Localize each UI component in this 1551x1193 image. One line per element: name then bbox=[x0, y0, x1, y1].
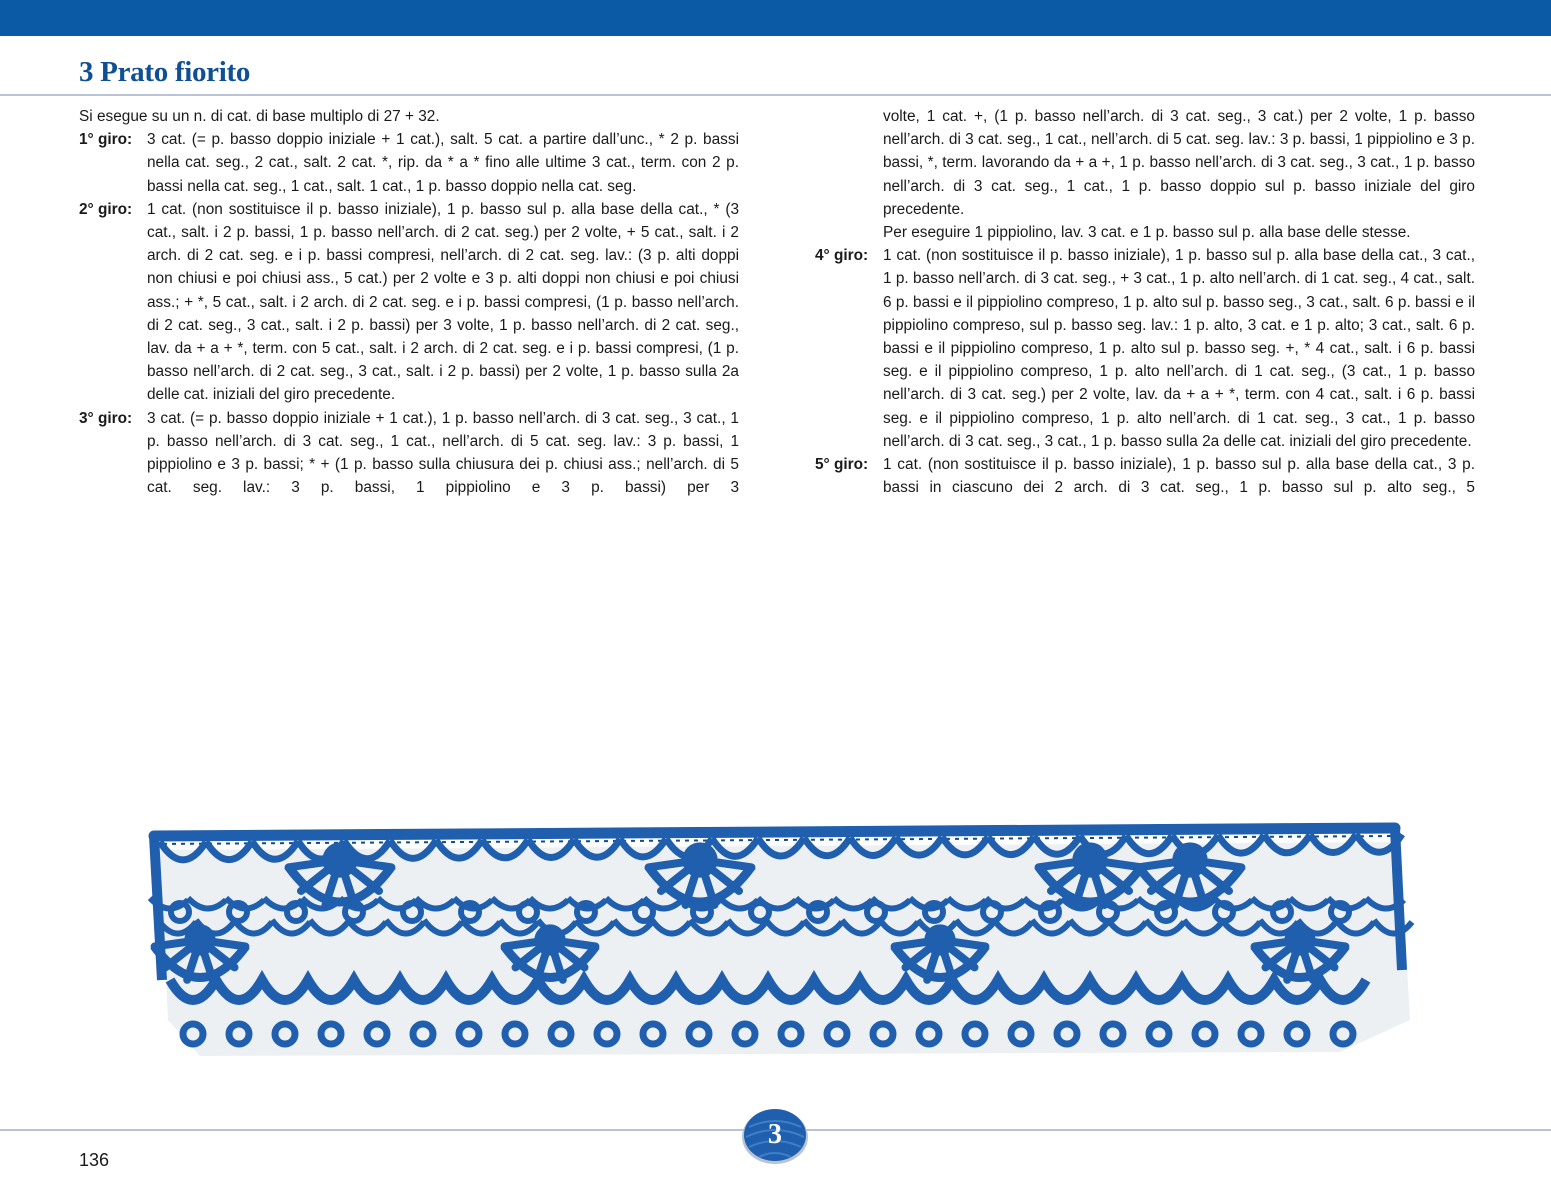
picot-note: Per eseguire 1 pippiolino, lav. 3 cat. e 1 p. basso sul p. alla base delle stesse. bbox=[883, 224, 1411, 242]
round-3-label: 3° giro: bbox=[79, 409, 133, 427]
pattern-number-badge bbox=[741, 1105, 809, 1165]
intro-text: Si esegue su un n. di cat. di base multiplo di 27 + 32. bbox=[79, 108, 440, 125]
round-2 bbox=[79, 198, 739, 407]
badge-number: 3 bbox=[768, 1119, 782, 1150]
round-4-text: 1 cat. (non sostituisce il p. basso iniziale), 1 p. basso sul p. alla base della cat., 3 cat., 1 p. basso nell’arch. di 3 cat. seg., + 3 cat., 1 p. alto nell’arch. di 1 cat. seg., 4 cat., salt. 6 p. bassi e il pippiolino compreso, 1 p. alto sul p. basso seg., 3 cat., salt. 6 p. bassi e il pippiolino compreso, sul p. basso seg. lav.: 1 p. alto, 3 cat. e 1 p. alto; 3 cat., salt. 6 p. bassi e il pippiolino compreso, 1 p. alto sul p. basso seg. +, * 4 cat., salt. i 6 p. bassi seg. e il pippiolino compreso, 1 p. alto nell’arch. di 1 cat. seg., (3 cat., 1 p. basso nell’arch. di 3 cat. seg.) per 2 volte, lav. da + a + *, term. con 4 cat., salt. i 6 p. bassi seg. e il pippiolino compreso, 1 p. alto nell’arch. di 1 cat. seg., 3 cat., 1 p. basso nell’arch. di 3 cat. seg., 3 cat., 1 p. basso sulla 2a delle cat. iniziali del giro precedente. bbox=[883, 247, 1475, 450]
round-5-text: 1 cat. (non sostituisce il p. basso iniziale), 1 p. basso sul p. alla base della cat., 3 p. bassi in ciascuno dei 2 arch. di 3 cat. seg., 1 p. basso sul p. alto seg., 5 bbox=[883, 456, 1475, 497]
lace-photo bbox=[140, 820, 1420, 1080]
round-1 bbox=[79, 128, 739, 198]
round-3-continued: volte, 1 cat. +, (1 p. basso nell’arch. di 3 cat. seg., 3 cat.) per 2 volte, 1 p. basso nell’arch. di 3 cat. seg., 1 cat., nell’arch. di 5 cat. seg. lav.: 3 p. bassi, 1 pippiolino e 3 p. bassi, *, term. lavorando da + a +, 1 p. basso nell’arch. di 3 cat. seg., 3 cat., 1 p. basso nell’arch. di 3 cat. seg., 1 cat., 1 p. basso doppio sul p. basso iniziale del giro precedente. bbox=[883, 108, 1475, 218]
round-3-text: 3 cat. (= p. basso doppio iniziale + 1 cat.), 1 p. basso nell’arch. di 3 cat. seg., 3 cat., 1 p. basso nell’arch. di 3 cat. seg., 1 cat., nell’arch. di 5 cat. seg. lav.: 3 p. bassi, 1 pippiolino e 3 p. bassi; * + (1 p. basso sulla chiusura dei p. chiusi ass.; nell’arch. di 5 cat. seg. lav.: 3 p. bassi, 1 pippiolino e 3 p. bassi) per 3 bbox=[147, 409, 739, 497]
round-1-text: 3 cat. (= p. basso doppio iniziale + 1 cat.), salt. 5 cat. a partire dall’unc., * 2 p. bassi nella cat. seg., 2 cat., salt. 2 cat. *, rip. da * a * fino alle ultime 3 cat., term. con 2 p. bassi nella cat. seg., 1 cat., salt. 1 cat., 1 p. basso doppio nella cat. seg. bbox=[147, 131, 739, 195]
title-divider bbox=[0, 94, 1551, 96]
round-1-label: 1° giro: bbox=[79, 131, 133, 149]
round-2-label: 2° giro: bbox=[79, 200, 133, 218]
round-5-label: 5° giro: bbox=[815, 456, 869, 474]
round-5 bbox=[815, 453, 1475, 499]
round-4 bbox=[815, 244, 1475, 453]
header-bar bbox=[0, 0, 1551, 36]
left-column bbox=[79, 105, 739, 499]
round-4-label: 4° giro: bbox=[815, 247, 869, 265]
round-3 bbox=[79, 407, 739, 500]
round-2-text: 1 cat. (non sostituisce il p. basso iniziale), 1 p. basso sul p. alla base della cat., * (3 cat., salt. i 2 p. bassi, 1 p. basso nell’arch. di 2 cat. seg.) per 2 volte, + 5 cat., salt. i 2 arch. di 2 cat. seg. e i p. bassi compresi, nell’arch. di 2 cat. seg. lav.: (3 p. alti doppi non chiusi e poi chiusi ass., 5 cat.) per 2 volte e 3 p. alti doppi non chiusi e poi chiusi ass.; + *, 5 cat., salt. i 2 arch. di 2 cat. seg. e i p. bassi compresi, (1 p. basso nell’arch. di 2 cat. seg., 3 cat., salt. i 2 p. bassi) per 3 volte, 1 p. basso nell’arch. di 2 cat. seg., lav. da + a + *, term. con 5 cat., salt. i 2 arch. di 2 cat. seg. e i p. bassi compresi, (1 p. basso nell’arch. di 2 cat. seg., 3 cat., salt. i 2 p. bassi) per 2 volte, 1 p. basso sulla 2a delle cat. iniziali del giro precedente. bbox=[147, 200, 739, 404]
page-number: 136 bbox=[79, 1150, 110, 1170]
right-column bbox=[815, 105, 1475, 499]
page-title: 3 Prato fiorito bbox=[79, 56, 251, 88]
crochet-lace-image bbox=[140, 820, 1420, 1080]
